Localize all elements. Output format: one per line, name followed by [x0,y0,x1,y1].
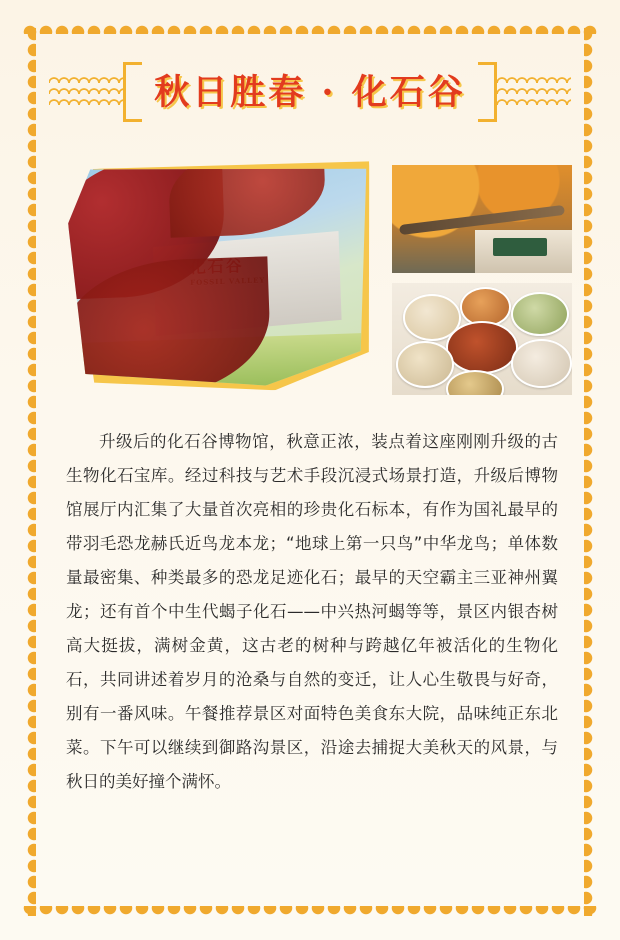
bracket-left-icon [123,62,142,122]
wave-ornament-left-icon [49,69,123,115]
article-body: 升级后的化石谷博物馆，秋意正浓，装点着这座刚刚升级的古生物化石宝库。经过科技与艺术手段沉浸式场景打造，升级后博物馆展厅内汇集了大量首次亮相的珍贵化石标本，有作为国礼最早的带羽毛恐龙赫氏近鸟龙本龙；“地球上第一只鸟”中华龙鸟；单体数量最密集、种类最多的恐龙足迹化石；最早的天空霸主三亚神州翼龙；还有首个中生代蝎子化石——中兴热河蝎等等，景区内银杏树高大挺拔，满树金黄，这古老的树种与跨越亿年被活化的生物化石，共同讲述着岁月的沧桑与自然的变迁，让人心生敬畏与好奇，别有一番风味。午餐推荐景区对面特色美食东大院，品味纯正东北菜。下午可以继续到御路沟景区，沿途去捕捉大美秋天的风景，与秋日的美好撞个满怀。 [66,432,558,791]
autumn-branch-photo [392,165,572,273]
fossil-valley-museum-photo [66,160,374,392]
wave-ornament-right-icon [497,69,571,115]
photo-collage [52,155,572,405]
decorative-border-top [22,20,598,34]
decorative-border-left [22,26,36,916]
northeast-cuisine-photo [392,283,572,395]
decorative-border-bottom [22,906,598,920]
page-title-block [0,52,620,132]
page-title: 秋日胜春 · 化石谷 [154,71,466,113]
bracket-right-icon [478,62,497,122]
decorative-border-right [584,26,598,916]
